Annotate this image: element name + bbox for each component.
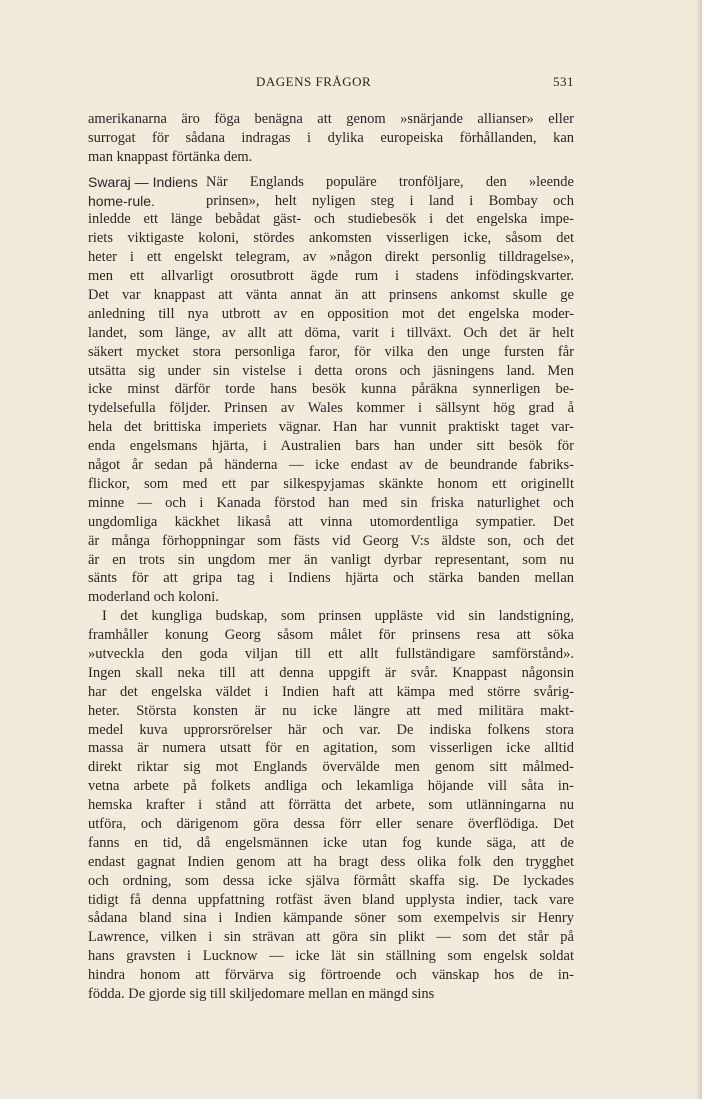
text-line: moderland och koloni.: [88, 589, 219, 606]
text-line: men ett allvarligt orosutbrott ägde rum i stadens infödingskvarter.: [88, 268, 574, 285]
text-line: anledning till nya utbrott av en opposition mot det engelska moder-: [88, 305, 574, 322]
sidehead-line: Swaraj — Indiens: [88, 173, 198, 190]
text-line: man knappast förtänka dem.: [88, 148, 253, 165]
text-line: hemska krafter i stånd att förrätta det arbete, som utlänningarna nu: [88, 797, 574, 814]
sidehead-line: home-rule.: [88, 192, 155, 209]
text-line: sådana bland sina i Indien kämpande söner som exempelvis sir Henry: [88, 910, 574, 927]
text-line: endast gagnat Indien genom att ha bragt dess olika folk den trygghet: [88, 853, 574, 870]
text-line: något år sedan på händerna — icke endast av de beundrande fabriks-: [88, 457, 574, 474]
text-line: säkert mycket stora personliga faror, för vilka den unge fursten får: [88, 343, 574, 360]
text-line: ungdomliga käckhet likaså att vinna utomordentliga sympatier. Det: [88, 513, 574, 530]
text-line: utsätta sig under sin vistelse i detta orons och jäsningens land. Men: [88, 362, 574, 379]
text-line: landet, som länge, av allt att döma, varit i tillväxt. Och det är helt: [88, 324, 574, 341]
paragraph-royal-message: [88, 607, 574, 1004]
text-line: Lawrence, vilken i sin strävan att göra sin plikt — som det står på: [88, 929, 574, 946]
text-line: »utveckla den goda viljan till ett allt fullständigare samförstånd».: [88, 645, 574, 662]
text-line: och ordning, som dessa icke själva förmått skaffa sig. De lyckades: [88, 872, 574, 889]
text-line: inledde ett länge bebådat gäst- och studiebesök i det engelska impe-: [88, 211, 574, 228]
text-line: heter i ett engelskt telegram, av »någon direkt personlig tilldragelse»,: [88, 249, 574, 266]
text-line: är en trots sin ungdom mer än vanligt dyrbar representant, som nu: [88, 551, 574, 568]
section-sidehead: [88, 173, 198, 211]
text-line: framhåller konung Georg såsom målet för prinsens resa att söka: [88, 627, 574, 644]
text-line: heter. Största konsten är nu icke längre att med militära makt-: [88, 702, 574, 719]
section-first-line: När Englands populäre tronföljare, den »leende: [206, 173, 574, 190]
text-line: surrogat för sådana indragas i dylika europeiska förhållanden, kan: [88, 129, 574, 146]
text-line: vetna arbete på folkets andliga och lekamliga höjande vill såta in-: [88, 778, 574, 795]
intro-paragraph: [88, 110, 574, 167]
text-line: har det engelska väldet i Indien haft att kämpa med större svårig-: [88, 683, 574, 700]
text-line: utföra, och därigenom göra dessa förr eller senare överflödiga. Det: [88, 815, 574, 832]
section-opening: [88, 173, 574, 211]
text-line: flickor, som med ett par silkespyjamas skänkte honom ett originellt: [88, 475, 574, 492]
text-line: tydelsefulla följder. Prinsen av Wales kommer i sällsynt hög grad å: [88, 400, 574, 417]
article-body: [88, 110, 574, 1004]
text-line: tidigt få denna uppfattning rotfäst även bland upplysta indier, tack vare: [88, 891, 574, 908]
page-edge-shadow: [696, 0, 702, 1099]
text-line: direkt riktar sig mot Englands övervälde men genom sitt målmed-: [88, 759, 574, 776]
text-line: Ingen skall neka till att denna uppgift är svår. Knappast någonsin: [88, 664, 574, 681]
text-line: är många förhoppningar som fästs vid Georg V:s äldste son, och det: [88, 532, 574, 549]
text-line: födda. De gjorde sig till skiljedomare mellan en mängd sins: [88, 985, 435, 1002]
text-line: riets viktigaste koloni, stördes ankomsten visserligen icke, såsom det: [88, 230, 574, 247]
text-line: Det var knappast att vänta annat än att prinsens ankomst skulle ge: [88, 287, 574, 304]
text-line: hela det brittiska imperiets vägnar. Han har vunnit praktiskt taget var-: [88, 419, 574, 436]
text-line: icke minst därför torde hans besök kunna påräkna synnerligen be-: [88, 381, 574, 398]
paragraph-prince-visit: [88, 210, 574, 607]
text-line: I det kungliga budskap, som prinsen uppläste vid sin landstigning,: [102, 608, 574, 625]
text-line: fanns en tid, då engelsmännen icke utan fog kunde säga, att de: [88, 834, 574, 851]
text-line: hindra honom att förvärva sig förtroende och vänskap hos de in-: [88, 967, 574, 984]
text-line: sänts för att gripa tag i Indiens hjärta och stärka banden mellan: [88, 570, 574, 587]
page-header: [88, 74, 574, 94]
text-line: minne — och i Kanada förstod han med sin friska naturlighet och: [88, 494, 574, 511]
section-second-line: prinsen», helt nyligen steg i land i Bombay och: [206, 192, 574, 209]
page-number: 531: [553, 74, 574, 89]
text-line: medel kuva upprorsrörelser här och var. De indiska folkens stora: [88, 721, 574, 738]
text-line: amerikanarna äro föga benägna att genom »snärjande allianser» eller: [88, 111, 574, 127]
text-line: massa är numera utsatt för en agitation, som visserligen icke alltid: [88, 740, 574, 757]
text-line: enda engelsmans hjärta, i Australien bars han under sitt besök för: [88, 438, 574, 455]
text-line: hans gravsten i Lucknow — icke lät sin ställning som engelsk soldat: [88, 948, 574, 965]
running-title: DAGENS FRÅGOR: [256, 74, 372, 89]
